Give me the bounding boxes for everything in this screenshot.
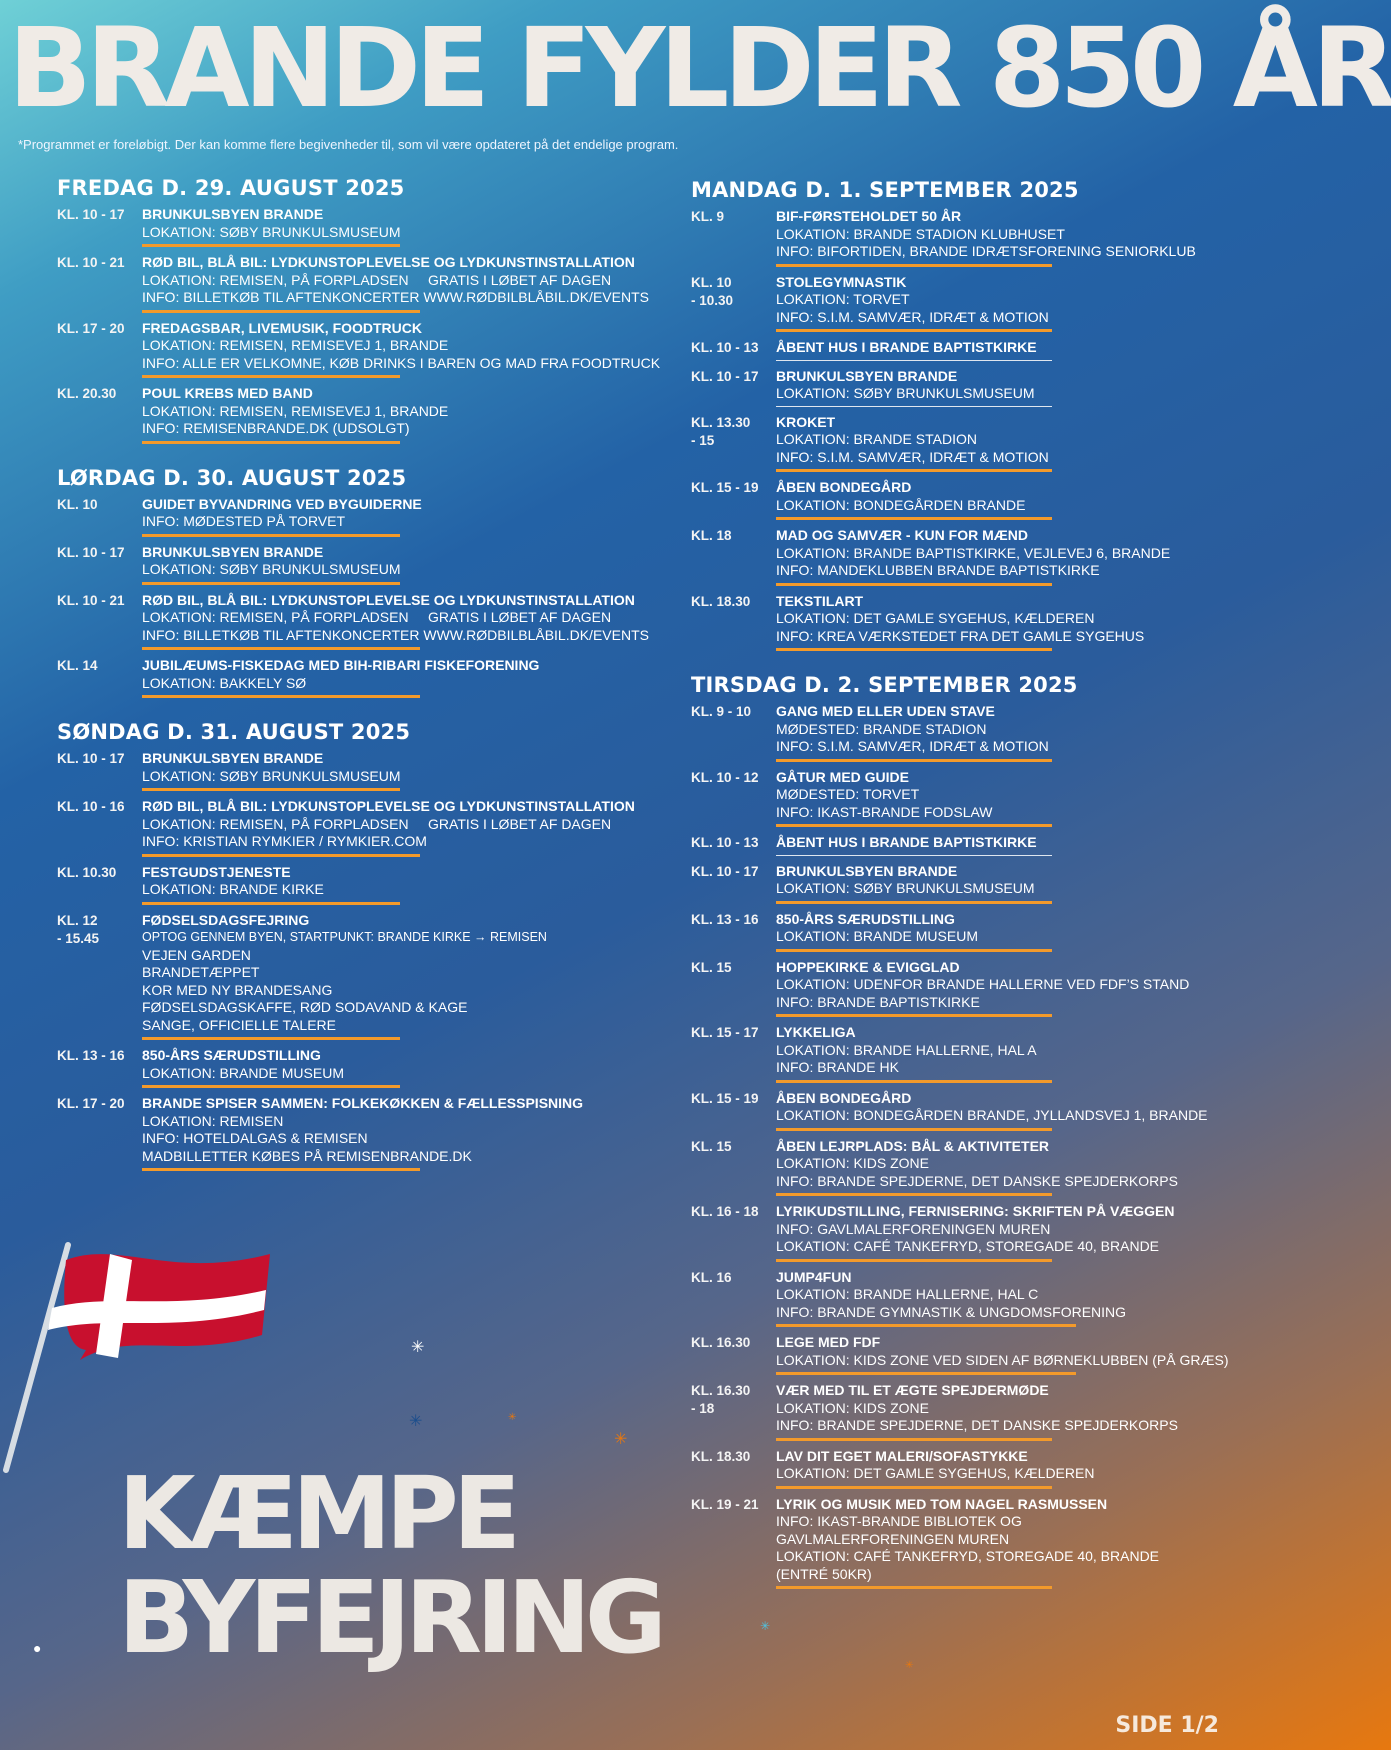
event-detail-line: LOKATION: CAFÉ TANKEFRYD, STOREGADE 40, BRANDE <box>776 1238 1160 1254</box>
event-item <box>691 1382 1231 1441</box>
right-column <box>691 178 1231 1611</box>
event-detail-line: LOKATION: SØBY BRUNKULSMUSEUM <box>142 767 401 784</box>
event-detail-line: INFO: BILLETKØB TIL AFTENKONCERTER WWW.RØDBILBLÅBIL.DK/EVENTS <box>142 626 649 643</box>
event-detail-line: INFO: BRANDE SPEJDERNE, DET DANSKE SPEJDERKORPS <box>776 1172 1178 1189</box>
event-divider <box>776 648 1052 651</box>
event-time: KL. 13 - 16 <box>691 911 759 927</box>
event-title: ÅBEN LEJRPLADS: BÅL & AKTIVITETER <box>776 1137 1050 1154</box>
event-divider <box>142 647 420 650</box>
event-details <box>776 208 1231 267</box>
event-details <box>776 834 1231 856</box>
event-time: KL. 15 - 19 <box>691 480 759 495</box>
event-details <box>776 593 1231 652</box>
event-detail-line: LOKATION: REMISEN, PÅ FORPLADSEN GRATIS I LØBET AF DAGEN <box>142 815 612 832</box>
firework-icon: ✳ <box>411 1339 425 1356</box>
event-item <box>57 750 657 791</box>
event-divider <box>776 469 1052 472</box>
event-details <box>776 368 1231 407</box>
event-details <box>142 864 657 905</box>
event-detail-line: INFO: REMISENBRANDE.DK (UDSOLGT) <box>142 420 410 436</box>
event-item <box>691 1138 1231 1197</box>
day-section-monday <box>691 178 1231 651</box>
event-details <box>776 703 1231 762</box>
event-detail-line: LOKATION: BRANDE MUSEUM <box>142 1064 344 1081</box>
event-divider <box>776 824 1052 827</box>
event-details <box>142 206 657 247</box>
event-details <box>776 769 1231 828</box>
event-detail-line: VEJEN GARDEN <box>142 946 251 963</box>
event-details <box>776 1334 1231 1375</box>
event-detail-line: INFO: BIFORTIDEN, BRANDE IDRÆTSFORENING SENIORKLUB <box>776 243 1196 259</box>
event-detail-line: LOKATION: CAFÉ TANKEFRYD, STOREGADE 40, BRANDE <box>776 1548 1160 1564</box>
event-details <box>142 320 660 379</box>
event-title: LYRIK OG MUSIK MED TOM NAGEL RASMUSSEN <box>776 1495 1108 1512</box>
event-time: KL. 10 - 17 <box>691 863 759 879</box>
event-item <box>691 414 1231 473</box>
event-item <box>691 1448 1231 1489</box>
event-details <box>776 479 1231 520</box>
event-detail-line: BRANDETÆPPET <box>142 964 260 980</box>
event-time: KL. 10 - 21 <box>57 592 125 608</box>
event-time: KL. 10 - 16 <box>57 799 125 814</box>
event-details <box>776 1024 1231 1083</box>
event-time: KL. 10 <box>57 496 98 512</box>
event-details <box>142 798 657 857</box>
event-item <box>57 912 657 1041</box>
event-item <box>691 527 1231 586</box>
poster-title: BRANDE FYLDER 850 ÅR <box>8 4 1391 132</box>
event-detail-line: LOKATION: BRANDE STADION <box>776 431 977 447</box>
event-title: RØD BIL, BLÅ BIL: LYDKUNSTOPLEVELSE OG LYDKUNSTINSTALLATION <box>142 254 635 270</box>
event-title: FREDAGSBAR, LIVEMUSIK, FOODTRUCK <box>142 319 422 336</box>
event-details <box>776 1448 1231 1489</box>
tagline-line-1: KÆMPE <box>118 1455 516 1572</box>
event-divider <box>142 375 400 378</box>
event-title: STOLEGYMNASTIK <box>776 273 907 290</box>
event-time: KL. 16 - 18 <box>691 1204 759 1219</box>
event-list <box>691 208 1231 651</box>
event-time: KL. 15 - 19 <box>691 1090 759 1106</box>
event-divider <box>776 855 1052 856</box>
event-title: MAD OG SAMVÆR - KUN FOR MÆND <box>776 527 1028 543</box>
firework-icon: ✳ <box>409 1413 423 1430</box>
event-detail-line: LOKATION: DET GAMLE SYGEHUS, KÆLDEREN <box>776 1465 1095 1481</box>
event-detail-line: LOKATION: SØBY BRUNKULSMUSEUM <box>776 880 1035 896</box>
flag-icon <box>0 1230 290 1480</box>
event-time: KL. 10 - 17 <box>57 207 125 222</box>
event-item <box>57 254 657 313</box>
event-item <box>691 208 1231 267</box>
event-details <box>776 1382 1231 1441</box>
event-title: BRUNKULSBYEN BRANDE <box>142 750 324 766</box>
event-divider <box>142 441 400 444</box>
event-detail-line: INFO: BILLETKØB TIL AFTENKONCERTER WWW.RØDBILBLÅBIL.DK/EVENTS <box>142 289 649 305</box>
event-divider <box>142 1168 420 1171</box>
event-item <box>691 703 1231 762</box>
event-time: KL. 18.30 <box>691 1448 751 1464</box>
event-detail-line: LOKATION: BONDEGÅRDEN BRANDE <box>776 496 1026 513</box>
event-detail-line: SANGE, OFFICIELLE TALERE <box>142 1016 336 1033</box>
event-time: KL. 16.30 <box>691 1335 751 1350</box>
event-details <box>776 1496 1231 1590</box>
page-number: SIDE 1/2 <box>1115 1713 1219 1738</box>
event-title: ÅBEN BONDEGÅRD <box>776 1089 912 1106</box>
event-title: FESTGUDSTJENESTE <box>142 863 291 880</box>
event-time: KL. 18 <box>691 528 732 543</box>
event-item <box>57 798 657 857</box>
event-item <box>691 834 1231 856</box>
event-item <box>691 1269 1231 1328</box>
event-details <box>142 1095 657 1171</box>
event-divider <box>776 517 1052 520</box>
event-detail-line: LOKATION: BAKKELY SØ <box>142 674 307 691</box>
event-detail-line: INFO: MØDESTED PÅ TORVET <box>142 513 346 529</box>
event-detail-line: LOKATION: BRANDE HALLERNE, HAL C <box>776 1286 1039 1302</box>
event-detail-line: LOKATION: REMISEN <box>142 1112 284 1129</box>
event-time: KL. 15 <box>691 1138 732 1154</box>
event-time: KL. 17 - 20 <box>57 1096 125 1111</box>
day-section-friday <box>57 176 661 444</box>
event-detail-line: LOKATION: KIDS ZONE <box>776 1155 929 1171</box>
event-details <box>142 592 657 651</box>
day-section-tuesday <box>691 673 1231 1589</box>
event-title: GUIDET BYVANDRING VED BYGUIDERNE <box>142 495 422 512</box>
event-detail-line: LOKATION: BRANDE BAPTISTKIRKE, VEJLEVEJ 6, BRANDE <box>776 544 1171 561</box>
event-detail-line: LOKATION: SØBY BRUNKULSMUSEUM <box>142 223 401 240</box>
event-divider <box>142 902 400 905</box>
event-time: KL. 9 <box>691 209 725 224</box>
tagline <box>118 1455 738 1676</box>
event-time: KL. 20.30 <box>57 386 117 401</box>
event-divider <box>142 854 420 857</box>
event-divider <box>142 1085 400 1088</box>
event-item <box>57 206 657 247</box>
event-divider <box>776 1080 1052 1083</box>
event-item <box>57 1095 657 1171</box>
event-time: KL. 17 - 20 <box>57 320 125 336</box>
event-item <box>57 592 657 651</box>
event-detail-line: MADBILLETTER KØBES PÅ REMISENBRANDE.DK <box>142 1147 472 1164</box>
event-title: RØD BIL, BLÅ BIL: LYDKUNSTOPLEVELSE OG LYDKUNSTINSTALLATION <box>142 798 635 814</box>
event-title: BRUNKULSBYEN BRANDE <box>142 206 324 222</box>
event-title: HOPPEKIRKE & EVIGGLAD <box>776 958 960 975</box>
event-detail-line: LOKATION: REMISEN, REMISEVEJ 1, BRANDE <box>142 402 449 419</box>
event-time: KL. 10 - 17 <box>57 751 125 766</box>
day-heading: SØNDAG D. 31. AUGUST 2025 <box>57 720 411 744</box>
event-title: LYRIKUDSTILLING, FERNISERING: SKRIFTEN PÅ VÆGGEN <box>776 1203 1175 1219</box>
event-detail-line: (ENTRÉ 50KR) <box>776 1565 872 1582</box>
event-time: KL. 13 - 16 <box>57 1048 125 1063</box>
event-details <box>776 339 1231 361</box>
event-time: KL. 10 - 12 <box>691 769 759 785</box>
event-divider <box>776 1193 1052 1196</box>
event-item <box>691 863 1231 904</box>
event-list <box>57 496 657 699</box>
event-title: BRANDE SPISER SAMMEN: FOLKEKØKKEN & FÆLLESSPISNING <box>142 1095 584 1111</box>
event-detail-line: LOKATION: REMISEN, REMISEVEJ 1, BRANDE <box>142 337 449 353</box>
event-time: KL. 16.30 - 18 <box>691 1383 751 1416</box>
event-time: KL. 16 <box>691 1269 732 1285</box>
event-divider <box>776 1486 1052 1489</box>
day-heading: TIRSDAG D. 2. SEPTEMBER 2025 <box>691 673 1078 697</box>
event-detail-line: INFO: BRANDE GYMNASTIK & UNGDOMSFORENING <box>776 1303 1127 1320</box>
event-item <box>57 496 657 537</box>
event-divider <box>776 1259 1052 1262</box>
event-detail-line: MØDESTED: BRANDE STADION <box>776 720 987 737</box>
event-title: VÆR MED TIL ET ÆGTE SPEJDERMØDE <box>776 1382 1049 1398</box>
event-time: KL. 15 - 17 <box>691 1025 759 1040</box>
event-item <box>691 1024 1231 1083</box>
event-item <box>691 274 1231 333</box>
event-details <box>776 1138 1231 1197</box>
event-time: KL. 9 - 10 <box>691 704 752 719</box>
event-detail-line: GAVLMALERFORENINGEN MUREN <box>776 1530 1010 1547</box>
event-detail-line: INFO: BRANDE BAPTISTKIRKE <box>776 993 980 1010</box>
event-item <box>57 1047 657 1088</box>
event-title: KROKET <box>776 413 836 430</box>
event-divider <box>776 1014 1052 1017</box>
event-details <box>776 1090 1231 1131</box>
event-details <box>142 657 657 698</box>
event-divider <box>142 310 420 313</box>
event-title: BRUNKULSBYEN BRANDE <box>776 862 958 879</box>
event-list <box>57 206 661 444</box>
left-column <box>57 176 661 1193</box>
event-title: JUMP4FUN <box>776 1268 852 1285</box>
event-details <box>142 254 657 313</box>
event-detail-line: INFO: GAVLMALERFORENINGEN MUREN <box>776 1220 1051 1237</box>
event-title: TEKSTILART <box>776 592 864 609</box>
firework-icon: ✳ <box>760 1619 771 1633</box>
event-divider <box>142 582 400 585</box>
event-item <box>691 1203 1231 1262</box>
event-divider <box>776 583 1052 586</box>
event-details <box>776 1269 1231 1328</box>
event-item <box>57 385 657 444</box>
event-details <box>776 911 1231 952</box>
event-detail-line: LOKATION: TORVET <box>776 291 910 307</box>
event-detail-line: LOKATION: REMISEN, PÅ FORPLADSEN GRATIS I LØBET AF DAGEN <box>142 609 612 625</box>
event-divider <box>776 406 1052 407</box>
event-divider <box>776 1372 1076 1375</box>
event-list <box>691 703 1231 1589</box>
event-divider <box>142 244 400 247</box>
event-detail-line: KOR MED NY BRANDESANG <box>142 981 333 998</box>
event-time: KL. 10 - 21 <box>57 255 125 270</box>
event-detail-line: INFO: ALLE ER VELKOMNE, KØB DRINKS I BAREN OG MAD FRA FOODTRUCK <box>142 354 661 371</box>
event-detail-line: LOKATION: BRANDE STADION KLUBHUSET <box>776 225 1065 242</box>
event-title: ÅBEN BONDEGÅRD <box>776 479 912 495</box>
event-divider <box>142 534 400 537</box>
event-detail-line: LOKATION: DET GAMLE SYGEHUS, KÆLDEREN <box>776 610 1095 626</box>
event-time: KL. 19 - 21 <box>691 1496 759 1512</box>
event-title: POUL KREBS MED BAND <box>142 385 313 401</box>
event-detail-line: LOKATION: KIDS ZONE VED SIDEN AF BØRNEKLUBBEN (PÅ GRÆS) <box>776 1351 1229 1368</box>
event-title: ÅBENT HUS I BRANDE BAPTISTKIRKE <box>776 834 1037 850</box>
firework-icon: ✳ <box>905 1660 914 1671</box>
event-divider <box>776 1128 1052 1131</box>
event-item <box>691 1090 1231 1131</box>
event-time: KL. 10 - 13 <box>691 835 759 850</box>
event-divider <box>776 759 1052 762</box>
event-detail-line: INFO: BRANDE HK <box>776 1059 899 1075</box>
event-detail-line: LOKATION: BRANDE HALLERNE, HAL A <box>776 1041 1037 1058</box>
event-divider <box>776 901 1052 904</box>
event-title: LAV DIT EGET MALERI/SOFASTYKKE <box>776 1447 1028 1464</box>
event-time: KL. 13.30 - 15 <box>691 414 751 448</box>
event-details <box>776 1203 1231 1262</box>
event-item <box>691 1496 1231 1590</box>
event-title: LYKKELIGA <box>776 1024 856 1040</box>
event-time: KL. 10 - 13 <box>691 340 759 355</box>
event-item <box>57 657 657 698</box>
event-detail-line: LOKATION: SØBY BRUNKULSMUSEUM <box>142 561 401 577</box>
event-details <box>142 385 657 444</box>
day-heading: FREDAG D. 29. AUGUST 2025 <box>57 176 405 200</box>
event-divider <box>142 1037 400 1040</box>
event-divider <box>776 1438 1052 1441</box>
day-heading: MANDAG D. 1. SEPTEMBER 2025 <box>691 178 1079 202</box>
event-item <box>691 1334 1231 1375</box>
event-divider <box>776 360 1052 361</box>
event-detail-line: MØDESTED: TORVET <box>776 786 920 802</box>
event-details <box>776 274 1231 333</box>
event-divider <box>776 1324 1076 1327</box>
event-item <box>691 769 1231 828</box>
event-detail-line: LOKATION: REMISEN, PÅ FORPLADSEN GRATIS I LØBET AF DAGEN <box>142 271 612 288</box>
event-title: ÅBENT HUS I BRANDE BAPTISTKIRKE <box>776 339 1037 355</box>
event-time: KL. 10 - 10.30 <box>691 274 734 308</box>
event-item <box>691 479 1231 520</box>
event-details <box>776 527 1231 586</box>
event-details <box>776 414 1231 473</box>
event-detail-line: INFO: S.I.M. SAMVÆR, IDRÆT & MOTION <box>776 448 1049 465</box>
event-item <box>691 593 1231 652</box>
event-detail-line: INFO: S.I.M. SAMVÆR, IDRÆT & MOTION <box>776 738 1049 754</box>
event-detail-line: LOKATION: BRANDE MUSEUM <box>776 928 978 944</box>
event-detail-line: LOKATION: SØBY BRUNKULSMUSEUM <box>776 385 1035 401</box>
event-detail-line: LOKATION: UDENFOR BRANDE HALLERNE VED FDF’S STAND <box>776 976 1190 992</box>
danish-flag-illustration <box>0 1230 290 1480</box>
event-time: KL. 12 - 15.45 <box>57 912 100 946</box>
event-detail-line: FØDSELSDAGSKAFFE, RØD SODAVAND & KAGE <box>142 999 468 1015</box>
tagline-line-2: BYFEJRING <box>118 1559 661 1676</box>
event-details <box>142 750 657 791</box>
event-time: KL. 10.30 <box>57 864 117 880</box>
firework-icon: ✳ <box>508 1412 517 1423</box>
event-divider <box>142 788 400 791</box>
event-detail-line: INFO: IKAST-BRANDE BIBLIOTEK OG <box>776 1513 1022 1529</box>
event-item <box>691 959 1231 1018</box>
event-detail-line: LOKATION: KIDS ZONE <box>776 1399 929 1416</box>
firework-icon: ✳ <box>614 1431 628 1448</box>
event-title: BRUNKULSBYEN BRANDE <box>142 543 324 560</box>
event-list <box>57 750 657 1171</box>
event-detail-line: OPTOG GENNEM BYEN, STARTPUNKT: BRANDE KIRKE → REMISEN <box>142 930 547 944</box>
event-detail-line: INFO: IKAST-BRANDE FODSLAW <box>776 803 993 820</box>
day-section-saturday <box>57 466 657 699</box>
event-detail-line: INFO: KRISTIAN RYMKIER / RYMKIER.COM <box>142 833 427 849</box>
event-item <box>691 339 1231 361</box>
event-details <box>776 959 1231 1018</box>
day-heading: LØRDAG D. 30. AUGUST 2025 <box>57 465 407 490</box>
event-detail-line: LOKATION: BRANDE KIRKE <box>142 881 324 897</box>
event-item <box>691 911 1231 952</box>
event-details <box>142 912 657 1041</box>
event-item <box>691 368 1231 407</box>
event-title: GÅTUR MED GUIDE <box>776 768 909 785</box>
event-title: 850-ÅRS SÆRUDSTILLING <box>776 910 955 927</box>
event-time: KL. 14 <box>57 658 98 673</box>
event-divider <box>776 949 1052 952</box>
event-time: KL. 15 <box>691 959 732 975</box>
event-title: BRUNKULSBYEN BRANDE <box>776 367 958 384</box>
event-item <box>57 864 657 905</box>
event-divider <box>776 1586 1052 1589</box>
event-detail-line: INFO: S.I.M. SAMVÆR, IDRÆT & MOTION <box>776 308 1049 325</box>
event-divider <box>142 695 420 698</box>
event-title: BIF-FØRSTEHOLDET 50 ÅR <box>776 208 962 224</box>
event-title: RØD BIL, BLÅ BIL: LYDKUNSTOPLEVELSE OG LYDKUNSTINSTALLATION <box>142 591 635 608</box>
event-detail-line: INFO: HOTELDALGAS & REMISEN <box>142 1130 368 1146</box>
event-title: JUBILÆUMS-FISKEDAG MED BIH-RIBARI FISKEFORENING <box>142 657 540 673</box>
event-detail-line: INFO: MANDEKLUBBEN BRANDE BAPTISTKIRKE <box>776 562 1100 578</box>
event-title: FØDSELSDAGSFEJRING <box>142 911 310 928</box>
event-time: KL. 10 - 17 <box>57 544 125 560</box>
event-detail-line: INFO: KREA VÆRKSTEDET FRA DET GAMLE SYGEHUS <box>776 627 1145 644</box>
event-title: 850-ÅRS SÆRUDSTILLING <box>142 1047 321 1063</box>
event-title: GANG MED ELLER UDEN STAVE <box>776 703 995 719</box>
event-divider <box>776 329 1052 332</box>
event-item <box>57 319 661 379</box>
event-divider <box>776 264 1052 267</box>
event-time: KL. 18.30 <box>691 593 751 609</box>
event-time: KL. 10 - 17 <box>691 368 759 384</box>
disclaimer-text: *Programmet er foreløbigt. Der kan komme flere begivenheder til, som vil være opdateret på det endelige program. <box>18 137 679 152</box>
event-details <box>776 863 1231 904</box>
event-details <box>142 496 657 537</box>
day-section-sunday <box>57 720 657 1171</box>
dot-icon: ● <box>33 1640 42 1656</box>
event-title: LEGE MED FDF <box>776 1334 881 1350</box>
event-details <box>142 1047 657 1088</box>
event-detail-line: INFO: BRANDE SPEJDERNE, DET DANSKE SPEJDERKORPS <box>776 1417 1178 1433</box>
event-item <box>57 544 657 585</box>
event-details <box>142 544 657 585</box>
event-detail-line: LOKATION: BONDEGÅRDEN BRANDE, JYLLANDSVEJ 1, BRANDE <box>776 1107 1208 1123</box>
